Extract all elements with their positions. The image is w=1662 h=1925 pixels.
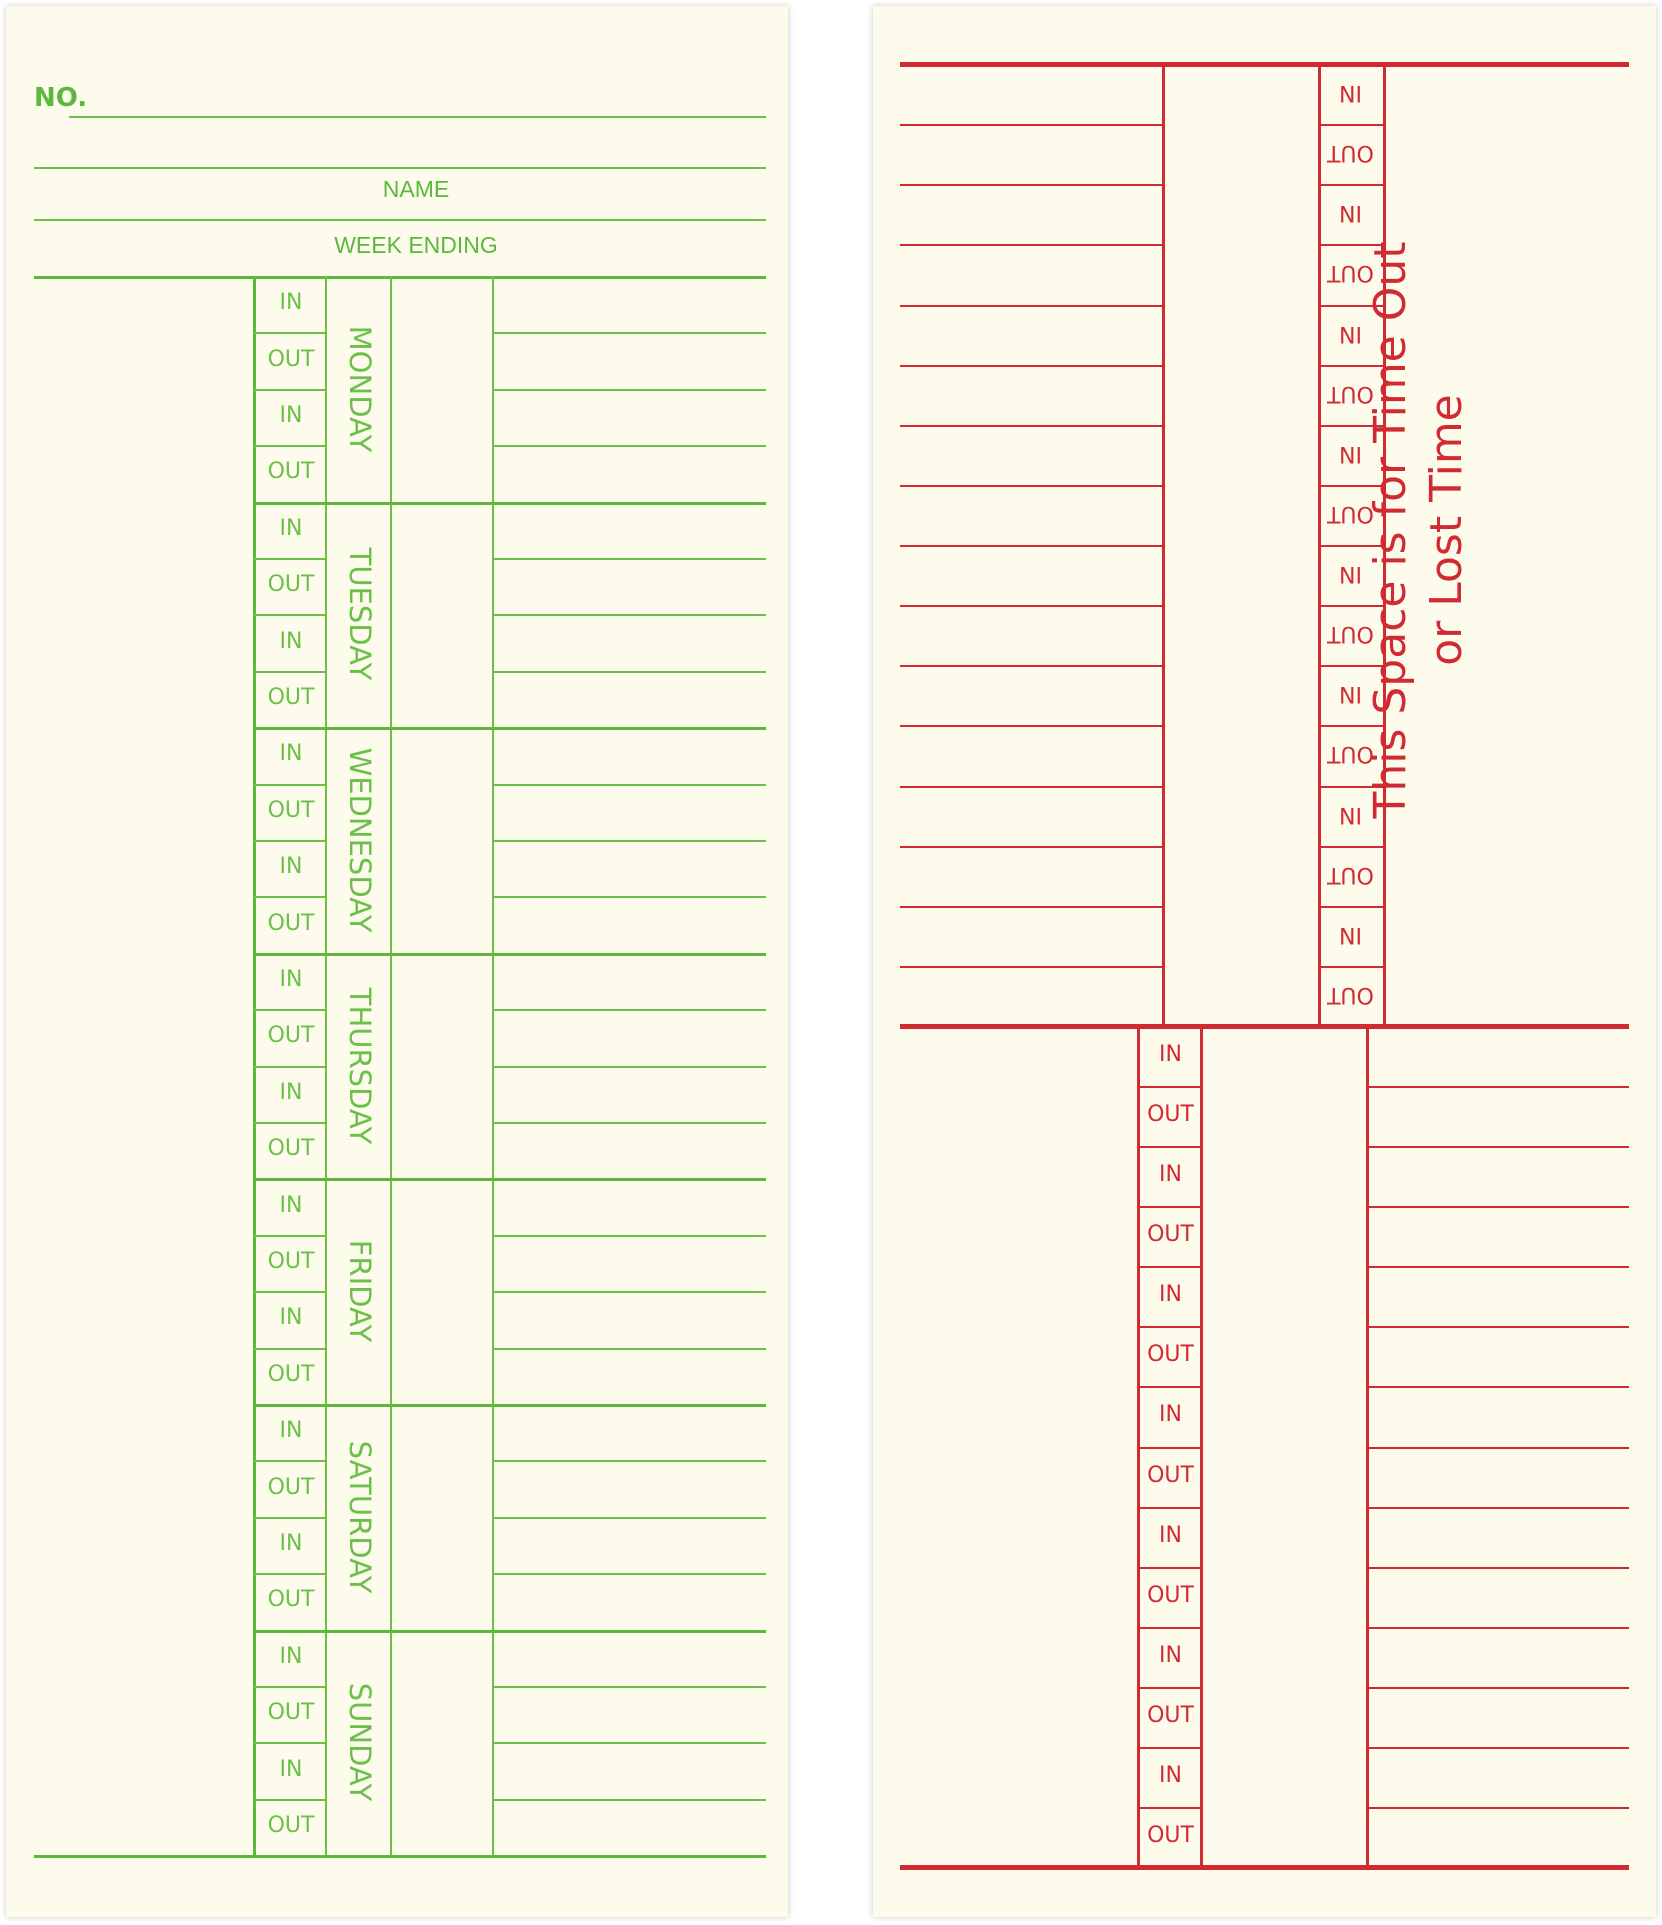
- grid-bottom-line: [34, 1855, 766, 1858]
- upper-entry-line[interactable]: [900, 184, 1162, 186]
- slot-divider: [253, 1122, 325, 1124]
- upper-slot-label-text: OUT: [1327, 861, 1374, 887]
- lower-slot-divider: [1137, 1627, 1200, 1629]
- lower-slot-label: IN: [1159, 1282, 1182, 1308]
- slot-label: IN: [279, 1756, 303, 1782]
- entry-line[interactable]: [492, 1517, 766, 1519]
- lower-entry-line[interactable]: [1366, 1386, 1629, 1388]
- upper-slot-divider: [1318, 846, 1383, 848]
- slot-divider: [253, 332, 325, 334]
- slot-label: OUT: [267, 797, 315, 823]
- slot-label: OUT: [267, 459, 315, 485]
- upper-slot-label-text: OUT: [1327, 260, 1374, 286]
- lost-time-note-line-1: This Space is for Time Out: [1365, 241, 1416, 819]
- lower-slot-label: OUT: [1147, 1702, 1194, 1728]
- day-label-text: SUNDAY: [342, 1683, 377, 1802]
- entry-line[interactable]: [492, 614, 766, 616]
- day-label-text: FRIDAY: [342, 1239, 377, 1343]
- entry-line[interactable]: [492, 1066, 766, 1068]
- upper-slot-label: [1318, 140, 1383, 165]
- lower-slot-label: OUT: [1147, 1822, 1194, 1848]
- lower-slot-divider: [1137, 1687, 1200, 1689]
- upper-slot-label-text: IN: [1339, 921, 1362, 947]
- slot-divider: [253, 1235, 325, 1237]
- upper-slot-label-text: OUT: [1327, 741, 1374, 767]
- upper-slot-label: [1318, 982, 1383, 1007]
- upper-slot-label: [1318, 80, 1383, 105]
- upper-slot-divider: [1318, 124, 1383, 126]
- lower-entry-line[interactable]: [1366, 1206, 1629, 1208]
- slot-label: OUT: [267, 1700, 315, 1726]
- lower-entry-line[interactable]: [1366, 1567, 1629, 1569]
- lower-bottom-line: [900, 1865, 1629, 1870]
- slot-divider: [253, 1009, 325, 1011]
- slot-divider: [253, 445, 325, 447]
- slot-label: IN: [279, 1305, 303, 1331]
- upper-entry-line[interactable]: [900, 786, 1162, 788]
- lower-entry-line[interactable]: [1366, 1266, 1629, 1268]
- entry-line[interactable]: [492, 1460, 766, 1462]
- lower-slot-divider: [1137, 1326, 1200, 1328]
- entry-line[interactable]: [492, 671, 766, 673]
- day-label-text: MONDAY: [342, 325, 377, 453]
- lower-slot-divider: [1137, 1206, 1200, 1208]
- upper-entry-line[interactable]: [900, 425, 1162, 427]
- slot-divider: [253, 1799, 325, 1801]
- lower-strip-right-border: [1200, 1026, 1203, 1867]
- slot-label: IN: [279, 515, 303, 541]
- lost-time-note-line-2: or Lost Time: [1421, 394, 1472, 666]
- upper-entry-line[interactable]: [900, 124, 1162, 126]
- slot-divider: [253, 1573, 325, 1575]
- time-card-back: [873, 6, 1656, 1917]
- entry-line[interactable]: [492, 1348, 766, 1350]
- upper-slot-label-text: OUT: [1327, 380, 1374, 406]
- upper-slot-label-text: IN: [1339, 681, 1362, 707]
- upper-slot-label: [1318, 862, 1383, 887]
- upper-slot-label: [1318, 922, 1383, 947]
- entry-line[interactable]: [492, 445, 766, 447]
- lower-slot-divider: [1137, 1747, 1200, 1749]
- lower-slot-divider: [1137, 1146, 1200, 1148]
- upper-slot-label: [1318, 200, 1383, 225]
- slot-divider: [253, 389, 325, 391]
- slot-divider: [253, 1460, 325, 1462]
- slot-label: IN: [279, 628, 303, 654]
- lower-entry-line[interactable]: [1366, 1687, 1629, 1689]
- time-card-front: [6, 6, 788, 1917]
- lower-entry-line[interactable]: [1366, 1146, 1629, 1148]
- slot-label: IN: [279, 1079, 303, 1105]
- lower-entry-line[interactable]: [1366, 1507, 1629, 1509]
- lower-slot-divider: [1137, 1807, 1200, 1809]
- entry-line[interactable]: [492, 558, 766, 560]
- lower-slot-label: IN: [1159, 1642, 1182, 1668]
- lower-slot-label: IN: [1159, 1042, 1182, 1068]
- day-label-text: THURSDAY: [342, 987, 377, 1144]
- entry-line[interactable]: [492, 389, 766, 391]
- upper-slot-divider: [1318, 184, 1383, 186]
- upper-entry-line[interactable]: [900, 244, 1162, 246]
- entry-line[interactable]: [492, 332, 766, 334]
- entry-line[interactable]: [492, 1686, 766, 1688]
- entry-line[interactable]: [492, 1235, 766, 1237]
- upper-entry-line[interactable]: [900, 906, 1162, 908]
- slot-label: IN: [279, 403, 303, 428]
- upper-slot-label-text: OUT: [1327, 981, 1374, 1007]
- upper-entry-line[interactable]: [900, 846, 1162, 848]
- lower-slot-label: IN: [1159, 1402, 1182, 1428]
- entry-line[interactable]: [492, 896, 766, 898]
- slot-label: OUT: [267, 1813, 315, 1838]
- lower-entry-line[interactable]: [1366, 1627, 1629, 1629]
- lower-slot-label: OUT: [1147, 1462, 1194, 1488]
- slot-label: IN: [279, 1643, 303, 1669]
- upper-top-line: [900, 62, 1629, 67]
- slot-divider: [253, 558, 325, 560]
- week-ending-label: WEEK ENDING: [334, 232, 498, 258]
- upper-slot-label-text: IN: [1339, 561, 1362, 587]
- upper-slot-label-text: OUT: [1327, 621, 1374, 647]
- number-label: NO.: [34, 83, 88, 113]
- entry-line[interactable]: [492, 784, 766, 786]
- lower-slot-divider: [1137, 1447, 1200, 1449]
- slot-label: OUT: [267, 685, 315, 710]
- slot-label: IN: [279, 1418, 303, 1444]
- upper-entry-line[interactable]: [900, 545, 1162, 547]
- slot-divider: [253, 671, 325, 673]
- slot-divider: [253, 784, 325, 786]
- upper-slot-label-text: IN: [1339, 320, 1362, 346]
- entry-line[interactable]: [492, 840, 766, 842]
- slot-divider: [253, 1742, 325, 1744]
- entry-line[interactable]: [492, 1009, 766, 1011]
- lower-slot-label: IN: [1159, 1522, 1182, 1548]
- slot-label: OUT: [267, 1136, 315, 1162]
- entry-line[interactable]: [492, 1742, 766, 1744]
- slot-column-right-border: [325, 276, 327, 1855]
- slot-label: IN: [279, 854, 303, 880]
- entry-line[interactable]: [492, 1122, 766, 1124]
- slot-divider: [253, 1291, 325, 1293]
- slot-divider: [253, 1686, 325, 1688]
- slot-label: OUT: [267, 1249, 315, 1274]
- slot-label: OUT: [267, 572, 315, 598]
- slot-divider: [253, 1066, 325, 1068]
- slot-label: OUT: [267, 1361, 315, 1387]
- name-label: NAME: [382, 176, 450, 202]
- slot-divider: [253, 614, 325, 616]
- day-label-text: SATURDAY: [342, 1440, 377, 1594]
- upper-entry-line[interactable]: [900, 605, 1162, 607]
- lower-slot-label: OUT: [1147, 1582, 1194, 1608]
- day-divider: [253, 1178, 766, 1181]
- week-ending-line[interactable]: [34, 219, 766, 221]
- lower-slot-label: IN: [1159, 1162, 1182, 1188]
- slot-label: OUT: [267, 1587, 315, 1613]
- slot-label: OUT: [267, 910, 315, 936]
- upper-slot-label-text: OUT: [1327, 500, 1374, 526]
- lower-entry-line[interactable]: [1366, 1447, 1629, 1449]
- lower-slot-label: OUT: [1147, 1342, 1194, 1368]
- upper-slot-divider: [1318, 906, 1383, 908]
- slot-label: IN: [279, 290, 303, 316]
- upper-slot-label-text: IN: [1339, 200, 1362, 226]
- day-label-text: TUESDAY: [342, 547, 377, 681]
- entry-line[interactable]: [492, 1799, 766, 1801]
- entry-line[interactable]: [492, 1291, 766, 1293]
- slot-divider: [253, 840, 325, 842]
- lower-slot-divider: [1137, 1567, 1200, 1569]
- upper-slot-divider: [1318, 966, 1383, 968]
- upper-entry-line[interactable]: [900, 966, 1162, 968]
- slot-label: IN: [279, 967, 303, 992]
- slot-divider: [253, 1517, 325, 1519]
- lower-entry-line[interactable]: [1366, 1326, 1629, 1328]
- section-divider-line: [900, 1024, 1629, 1029]
- upper-slot-label-text: OUT: [1327, 140, 1374, 166]
- slot-label: IN: [279, 741, 303, 767]
- number-line: [69, 116, 766, 118]
- name-line[interactable]: [34, 167, 766, 169]
- slot-label: OUT: [267, 346, 315, 372]
- lower-slot-label: OUT: [1147, 1102, 1194, 1128]
- day-column-right-border: [390, 276, 392, 1855]
- upper-entry-line[interactable]: [900, 725, 1162, 727]
- upper-entry-line[interactable]: [900, 665, 1162, 667]
- slot-divider: [253, 896, 325, 898]
- upper-slot-label-text: IN: [1339, 80, 1362, 106]
- day-divider: [253, 953, 766, 956]
- upper-slot-label-text: IN: [1339, 440, 1362, 466]
- lower-entry-line[interactable]: [1366, 1086, 1629, 1088]
- lower-slot-label: OUT: [1147, 1222, 1194, 1248]
- day-divider: [253, 1404, 766, 1407]
- slot-label: IN: [279, 1192, 303, 1218]
- lower-slot-divider: [1137, 1086, 1200, 1088]
- lower-entry-line[interactable]: [1366, 1807, 1629, 1809]
- grid-top-line: [34, 276, 766, 279]
- day-divider: [253, 727, 766, 730]
- day-divider: [253, 1630, 766, 1633]
- day-divider: [253, 502, 766, 505]
- upper-entry-line[interactable]: [900, 485, 1162, 487]
- upper-entry-line[interactable]: [900, 305, 1162, 307]
- upper-entry-line[interactable]: [900, 365, 1162, 367]
- entry-line[interactable]: [492, 1573, 766, 1575]
- lower-slot-label: IN: [1159, 1762, 1182, 1788]
- day-label-text: WEDNESDAY: [342, 747, 377, 933]
- slot-label: OUT: [267, 1474, 315, 1500]
- lower-slot-divider: [1137, 1507, 1200, 1509]
- lower-entry-line[interactable]: [1366, 1747, 1629, 1749]
- slot-divider: [253, 1348, 325, 1350]
- slot-label: IN: [279, 1531, 303, 1556]
- upper-entry-right-border: [1162, 64, 1165, 1026]
- lower-slot-divider: [1137, 1266, 1200, 1268]
- lower-slot-divider: [1137, 1386, 1200, 1388]
- upper-slot-label-text: IN: [1339, 801, 1362, 827]
- slot-label: OUT: [267, 1023, 315, 1049]
